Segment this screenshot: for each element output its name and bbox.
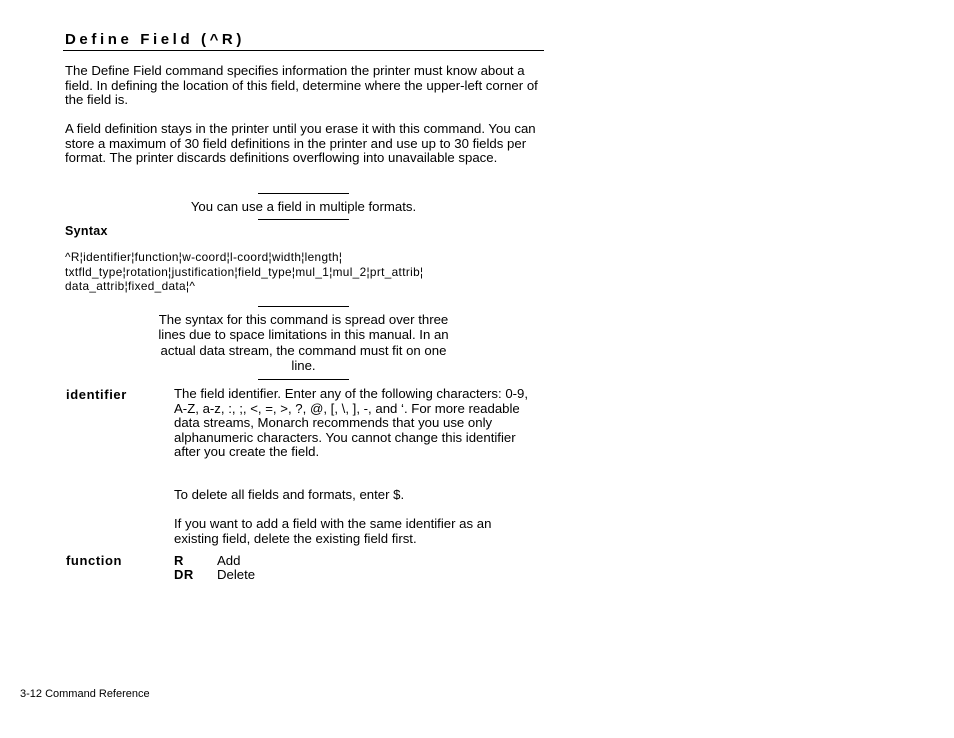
- identifier-description-1: The field identifier. Enter any of the following characters: 0-9, A-Z, a-z, :, ;, <, =, >, ?, @, [, \, ], -, and ‘. For more readable data streams, Monarch recommends that you use only alphanumeric characters. You cannot change this identifier after you create the field.: [174, 386, 529, 459]
- syntax-heading: Syntax: [65, 224, 108, 238]
- syntax-line-1: ^R¦identifier¦function¦w-coord¦l-coord¦width¦length¦: [65, 250, 343, 264]
- function-term: function: [66, 553, 123, 568]
- page-footer: 3-12 Command Reference: [20, 688, 150, 700]
- identifier-description-2: To delete all fields and formats, enter $.: [174, 487, 405, 502]
- identifier-description-3: If you want to add a field with the same identifier as an existing field, delete the existing field first.: [174, 516, 492, 546]
- note-2-bottom-rule: [258, 379, 349, 380]
- intro-paragraph-2: A field definition stays in the printer until you erase it with this command. You can store a maximum of 30 field definitions in the printer and use up to 30 fields per format. The printer discards definitions overflowing into unavailable space.: [65, 121, 536, 165]
- note-2-top-rule: [258, 306, 349, 307]
- section-title: Define Field (^R): [65, 31, 245, 48]
- function-option-desc-add: Add: [217, 553, 241, 568]
- note-1-text: You can use a field in multiple formats.: [190, 199, 417, 214]
- note-2-line-2: lines due to space limitations in this manual. In an: [158, 327, 449, 342]
- function-option-code-add: R: [174, 553, 184, 568]
- note-2-line-3: actual data stream, the command must fit on one: [160, 343, 447, 358]
- function-option-desc-delete: Delete: [217, 567, 256, 582]
- note-1-bottom-rule: [258, 219, 349, 220]
- syntax-line-3: data_attrib¦fixed_data¦^: [65, 279, 196, 293]
- intro-paragraph-1: The Define Field command specifies information the printer must know about a field. In defining the location of this field, determine where the upper-left corner of the field is.: [65, 63, 538, 107]
- title-divider: [63, 50, 544, 51]
- function-option-code-delete: DR: [174, 567, 194, 582]
- note-1-top-rule: [258, 193, 349, 194]
- note-2-line-4: line.: [291, 358, 316, 373]
- note-2-line-1: The syntax for this command is spread over three: [158, 312, 449, 327]
- identifier-term: identifier: [66, 387, 127, 402]
- syntax-line-2: txtfld_type¦rotation¦justification¦field_type¦mul_1¦mul_2¦prt_attrib¦: [65, 265, 424, 279]
